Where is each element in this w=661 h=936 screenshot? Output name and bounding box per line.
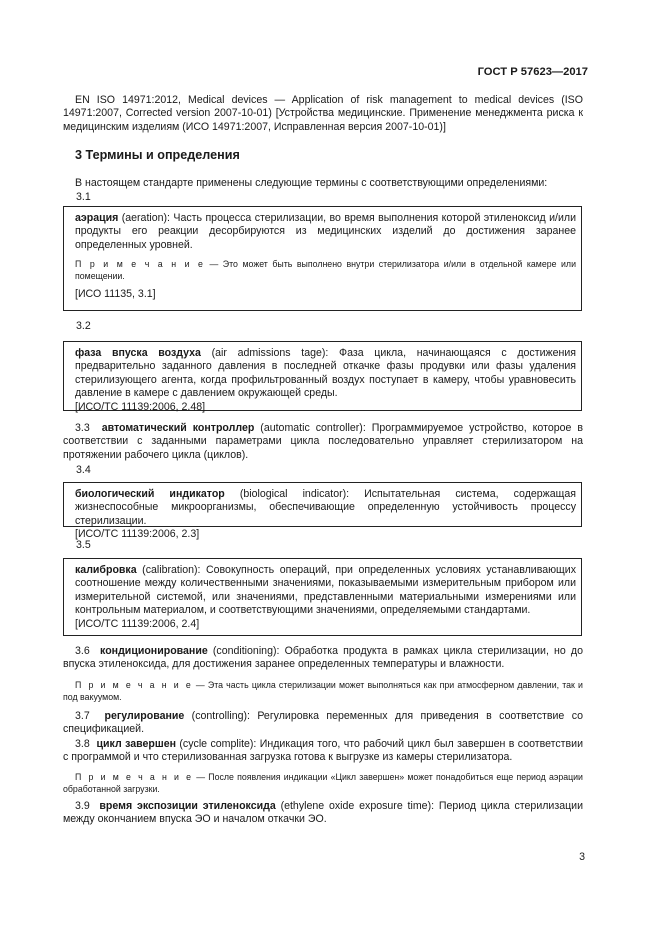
term-number: 3.6 bbox=[75, 645, 90, 657]
page-number: 3 bbox=[579, 851, 585, 863]
term-number: 3.1 bbox=[76, 191, 91, 203]
term-text: (cycle complite): Индикация того, что рабочий цикл был завершен в соответствии с программой и что стерилизованная загрузка готова к выгрузке из камеры стерилизатора. bbox=[63, 738, 583, 764]
term-box-aeration bbox=[63, 206, 582, 311]
term-name: автоматический контроллер bbox=[101, 422, 255, 434]
term-reference: [ИСО/ТС 11139:2006, 2.3] bbox=[75, 528, 200, 541]
term-text: (conditioning): Обработка продукта в рамках цикла стерилизации, но до впуска этиленоксида, для достижения заранее определенных температуры и влажности. bbox=[63, 645, 583, 671]
term-name: биологический индикатор bbox=[75, 488, 225, 500]
term-name: аэрация bbox=[75, 212, 119, 224]
term-number: 3.4 bbox=[76, 464, 91, 476]
term-name: кондиционирование bbox=[100, 645, 208, 657]
term-text: (biological indicator): Испытательная система, содержащая жизнеспособные микроорганизмы, обеспечивающие определенную устойчивость процессу стерилизации. bbox=[75, 488, 576, 527]
term-definition bbox=[75, 488, 576, 528]
term-note bbox=[75, 258, 576, 282]
term-definition bbox=[75, 212, 576, 252]
term-number: 3.5 bbox=[76, 539, 91, 551]
term-reference: [ИСО/ТС 11139:2006, 2.4] bbox=[75, 617, 200, 630]
term-number: 3.2 bbox=[76, 320, 91, 332]
term-reference: [ИСО 11135, 3.1] bbox=[75, 288, 156, 301]
term-text: (air admissions tage): Фаза цикла, начинающаяся с достижения предварительно заданного давления в последней откачке фазы продувки или фазы удаления стерилизующего агента, когда профильтрованный воздух поступает в камеру, чтобы уравновесить давление в камере с давлением окружающей среды. bbox=[75, 347, 576, 400]
normative-reference: EN ISO 14971:2012, Medical devices — Application of risk management to medical devices (ISO 14971:2007, Corrected version 2007-10-01) [Устройства медицинские. Применение менеджмента риска к медицинским изделиям (ИСО 14971:2007, Исправленная версия 2007-10-01)] bbox=[63, 94, 583, 133]
term-text: (calibration): Совокупность операций, при определенных условиях устанавливающих соотношение между количественными значениями, показываемыми измерительным прибором или измерительной системой, или значениями, представленными материальными измерениями или контрольным материалом, и соответствующими значениями, определяемыми стандартами. bbox=[75, 564, 576, 617]
term-note bbox=[63, 771, 583, 795]
term-box-calibration bbox=[63, 558, 582, 636]
document-header: ГОСТ Р 57623—2017 bbox=[477, 66, 588, 78]
term-eo-exposure-time bbox=[63, 800, 583, 827]
term-automatic-controller bbox=[63, 422, 583, 462]
note-label: П р и м е ч а н и е bbox=[75, 772, 194, 782]
note-text: — Это может быть выполнено внутри стерилизатора и/или в отдельной камере или помещении. bbox=[75, 259, 576, 282]
term-text: (automatic controller): Программируемое устройство, которое в соответствии с заданными параметрами цикла последовательно управляет стерилизатором на протяжении рабочего цикла (циклов). bbox=[63, 422, 583, 461]
term-number: 3.7 bbox=[75, 710, 90, 722]
term-name: цикл завершен bbox=[96, 738, 176, 750]
note-text: — После появления индикации «Цикл завершен» может понадобиться еще период аэрации обработанной загрузки. bbox=[63, 772, 583, 794]
term-text: (controlling): Регулировка переменных для приведения в соответствие со спецификацией. bbox=[63, 710, 584, 736]
term-box-biological-indicator bbox=[63, 482, 582, 541]
term-definition bbox=[75, 564, 576, 618]
term-reference: [ИСО/ТС 11139:2006, 2.48] bbox=[75, 400, 206, 413]
note-label: П р и м е ч а н и е bbox=[75, 680, 193, 690]
note-label: П р и м е ч а н и е bbox=[75, 259, 205, 270]
section-title: 3 Термины и определения bbox=[75, 148, 240, 162]
term-note bbox=[63, 679, 583, 703]
term-name: регулирование bbox=[104, 710, 185, 722]
section-lead: В настоящем стандарте применены следующие термины с соответствующими определениями: bbox=[75, 177, 548, 189]
term-name: калибровка bbox=[75, 564, 137, 576]
term-number: 3.9 bbox=[75, 800, 90, 812]
term-definition bbox=[75, 347, 576, 401]
term-text: (aeration): Часть процесса стерилизации, во время выполнения которой этиленоксид и/или продукты его реакции десорбируются из медицинских изделий до достижения заранее определенных уровней. bbox=[75, 212, 576, 251]
note-text: — Эта часть цикла стерилизации может выполняться как при атмосферном давлении, так и под вакуумом. bbox=[63, 680, 583, 702]
term-name: время экспозиции этиленоксида bbox=[99, 800, 276, 812]
term-controlling bbox=[63, 710, 583, 737]
term-box-air-admission bbox=[63, 341, 582, 411]
term-number: 3.8 bbox=[75, 738, 90, 750]
term-number: 3.3 bbox=[75, 422, 90, 434]
term-name: фаза впуска воздуха bbox=[75, 347, 201, 359]
term-conditioning bbox=[63, 645, 583, 672]
term-cycle-complete bbox=[63, 738, 583, 765]
term-text: (ethylene oxide exposure time): Период цикла стерилизации между окончанием впуска ЭО и началом откачки ЭО. bbox=[63, 800, 583, 826]
